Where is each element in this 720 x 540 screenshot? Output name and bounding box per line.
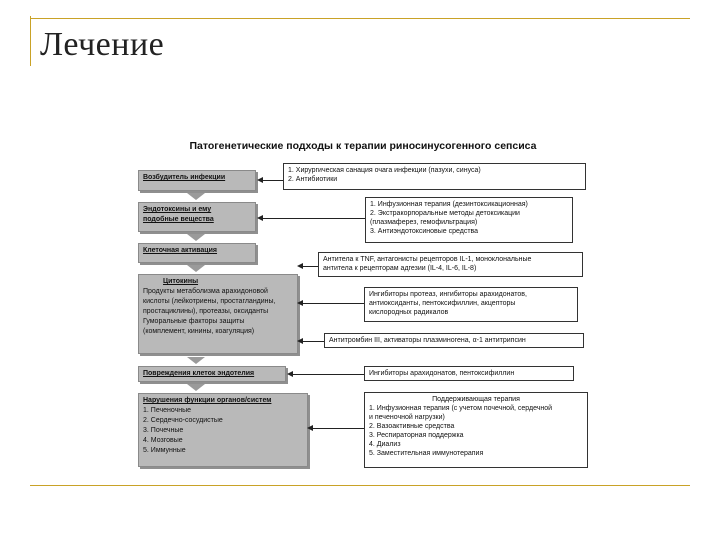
antibacterial-therapy-box: [283, 163, 586, 190]
anticoagulant-line: Антитромбин III, активаторы плазминогена, α-1 антитрипсин: [329, 337, 526, 344]
support-line-5: 4. Диализ: [369, 441, 401, 448]
mediators-line-2: кислоты (лейкотриены, простагландины,: [143, 298, 276, 305]
arrow-to-mediators: [303, 303, 364, 304]
flow-arrow-5: [187, 384, 205, 391]
endotoxins-label-line-1: Эндотоксины и ему: [143, 206, 212, 213]
flow-arrow-3: [187, 265, 205, 272]
mediators-box: [138, 274, 298, 354]
endothelium-box: [138, 366, 286, 382]
organ-dysfunction-box: [138, 393, 308, 467]
support-title: Поддерживающая терапия: [432, 396, 520, 403]
flow-arrow-2: [187, 234, 205, 241]
arrow-to-organs: [313, 428, 364, 429]
mediators-line-4: Гуморальные факторы защиты: [143, 318, 245, 325]
detox-line-4: 3. Антиэндотоксиновые средства: [370, 228, 479, 235]
organ-item-4: 4. Мозговые: [143, 437, 183, 444]
support-line-6: 5. Заместительная иммунотерапия: [369, 450, 484, 457]
cell-activation-box: [138, 243, 256, 263]
organ-item-2: 2. Сердечно-сосудистые: [143, 417, 223, 424]
inhibitors-line-2: антиоксиданты, пентоксифиллин, акцепторы: [369, 300, 516, 307]
arrow-to-endotoxins: [263, 218, 365, 219]
diagram-title: Патогенетические подходы к терапии риносинусогенного сепсиса: [189, 140, 537, 152]
pathogen-box: [138, 170, 256, 191]
arrow-to-cytokines: [303, 266, 318, 267]
endothelium-label: Повреждения клеток эндотелия: [143, 370, 255, 377]
organ-item-3: 3. Почечные: [143, 427, 184, 434]
inhibitors-line-3: кислородных радикалов: [369, 309, 449, 316]
antibacterial-line-1: 1. Хирургическая санация очага инфекции (пазухи, синуса): [288, 167, 481, 174]
mediators-line-1: Продукты метаболизма арахидоновой: [143, 288, 268, 295]
anticoagulant-box: [324, 333, 584, 348]
support-line-3: 2. Вазоактивные средства: [369, 423, 455, 430]
support-line-2: и печеночной нагрузки): [369, 414, 445, 421]
arrow-to-endothelium: [293, 374, 364, 375]
detox-therapy-box: [365, 197, 573, 243]
anti-tnf-line-1: Антитела к TNF, антагонисты рецепторов IL-1, моноклональные: [323, 256, 532, 263]
anti-tnf-box: [318, 252, 583, 277]
pathogen-label: Возбудитель инфекции: [143, 174, 226, 181]
inhibitors-box: [364, 287, 578, 322]
supportive-therapy-box: [364, 392, 588, 468]
detox-line-3: (плазмаферез, гемофильтрация): [370, 219, 478, 226]
mediators-line-3: простациклины), протеазы, оксиданты: [143, 308, 269, 315]
support-line-4: 3. Респираторная поддержка: [369, 432, 464, 439]
cell-activation-label: Клеточная активация: [143, 247, 218, 254]
support-line-1: 1. Инфузионная терапия (с учетом почечной, сердечной: [369, 405, 553, 412]
detox-line-1: 1. Инфузионная терапия (дезинтоксикационная): [370, 201, 528, 208]
organ-dysfunction-title: Нарушения функции органов/систем: [143, 397, 272, 404]
endotoxins-box: [138, 202, 256, 232]
organ-item-5: 5. Иммунные: [143, 447, 186, 454]
arrow-to-humoral: [303, 341, 324, 342]
inhibitors-line-1: Ингибиторы протеаз, ингибиторы арахидонатов,: [369, 291, 527, 298]
endothelium-protection-box: [364, 366, 574, 381]
endothelium-protection-line: Ингибиторы арахидонатов, пентоксифиллин: [369, 370, 515, 377]
antibacterial-line-2: 2. Антибиотики: [288, 176, 338, 183]
endotoxins-label-line-2: подобные вещества: [143, 216, 214, 223]
mediators-line-5: (комплемент, кинины, коагуляция): [143, 328, 255, 335]
detox-line-2: 2. Экстракорпоральные методы детоксикации: [370, 210, 520, 217]
slide-title: Лечение: [40, 26, 165, 63]
flow-arrow-4: [187, 357, 205, 364]
cytokines-label: Цитокины: [163, 278, 199, 285]
organ-item-1: 1. Печеночные: [143, 407, 192, 414]
anti-tnf-line-2: антитела к рецепторам адгезии (IL-4, IL-6, IL-8): [323, 265, 477, 272]
flow-arrow-1: [187, 193, 205, 200]
arrow-to-pathogen: [263, 180, 283, 181]
